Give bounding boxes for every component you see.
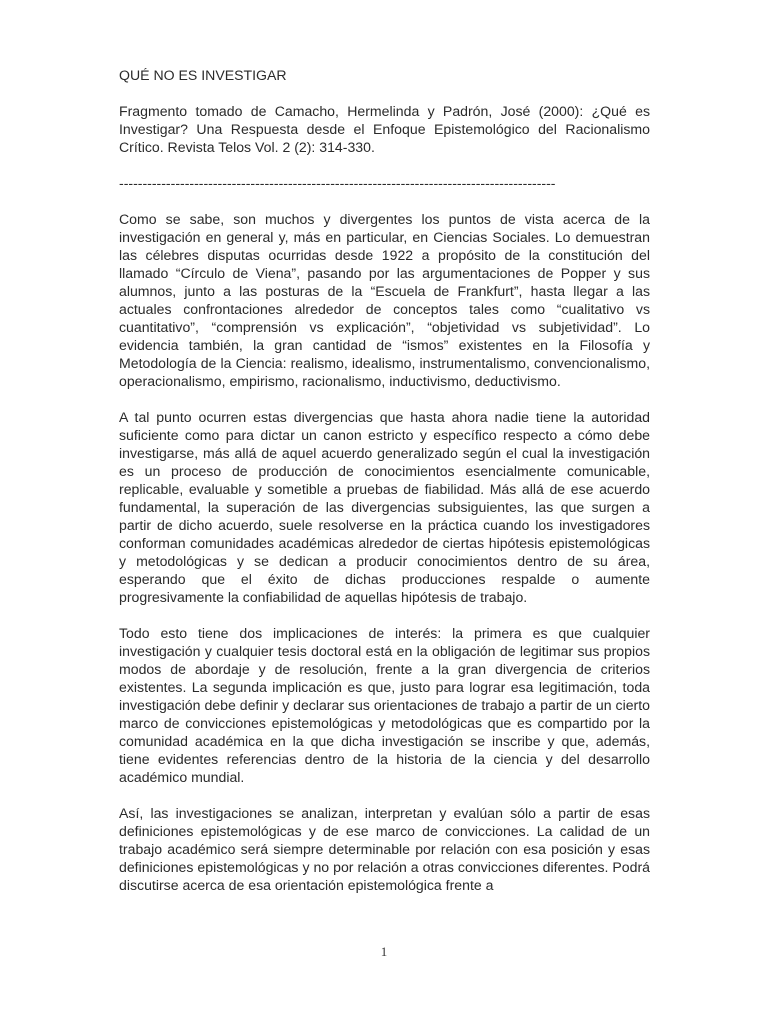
paragraph-2: A tal punto ocurren estas divergencias que hasta ahora nadie tiene la autoridad suficiente como para dictar un canon estricto y específico respecto a cómo debe investigarse, más allá de aquel acuerdo generalizado según el cual la investigación es un proceso de producción de conocimientos esencialmente comunicable, replicable, evaluable y sometible a pruebas de fiabilidad. Más allá de ese acuerdo fundamental, la superación de las divergencias subsiguientes, las que surgen a partir de dicho acuerdo, suele resolverse en la práctica cuando los investigadores conforman comunidades académicas alrededor de ciertas hipótesis epistemológicas y metodológicas y se dedican a producir conocimientos dentro de su área, esperando que el éxito de dichas producciones respalde o aumente progresivamente la confiabilidad de aquellas hipótesis de trabajo. <box>119 409 650 605</box>
page-number: 1 <box>380 944 388 959</box>
divider-line: --------------------------------------------------------------------------------------------- <box>119 175 556 191</box>
paragraph-1: Como se sabe, son muchos y divergentes los puntos de vista acerca de la investigación en general y, más en particular, en Ciencias Sociales. Lo demuestran las célebres disputas ocurridas desde 1922 a propósito de la constitución del llamado “Círculo de Viena”, pasando por las argumentaciones de Popper y sus alumnos, junto a las posturas de la “Escuela de Frankfurt”, hasta llegar a las actuales confrontaciones alrededor de conceptos tales como “cualitativo vs cuantitativo”, “comprensión vs explicación”, “objetividad vs subjetividad”. Lo evidencia también, la gran cantidad de “ismos” existentes en la Filosofía y Metodología de la Ciencia: realismo, idealismo, instrumentalismo, convencionalismo, operacionalismo, empirismo, racionalismo, inductivismo, deductivismo. <box>119 211 650 389</box>
paragraph-3: Todo esto tiene dos implicaciones de interés: la primera es que cualquier investigación y cualquier tesis doctoral está en la obligación de legitimar sus propios modos de abordaje y de resolución, frente a la gran divergencia de criterios existentes. La segunda implicación es que, justo para lograr esa legitimación, toda investigación debe definir y declarar sus orientaciones de trabajo a partir de un cierto marco de convicciones epistemológicas y metodológicas que es compartido por la comunidad académica en la que dicha investigación se inscribe y que, además, tiene evidentes referencias dentro de la historia de la ciencia y del desarrollo académico mundial. <box>119 625 650 785</box>
source-citation: Fragmento tomado de Camacho, Hermelinda y Padrón, José (2000): ¿Qué es Investigar? Una Respuesta desde el Enfoque Epistemológico del Racionalismo Crítico. Revista Telos Vol. 2 (2): 314-330. <box>119 103 650 155</box>
page-title: QUÉ NO ES INVESTIGAR <box>119 67 287 83</box>
paragraph-4: Así, las investigaciones se analizan, interpretan y evalúan sólo a partir de esas definiciones epistemológicas y de ese marco de convicciones. La calidad de un trabajo académico será siempre determinable por relación con esa posición y esas definiciones epistemológicas y no por relación a otras convicciones diferentes. Podrá discutirse acerca de esa orientación epistemológica frente a <box>119 805 650 893</box>
document-body <box>119 66 650 912</box>
